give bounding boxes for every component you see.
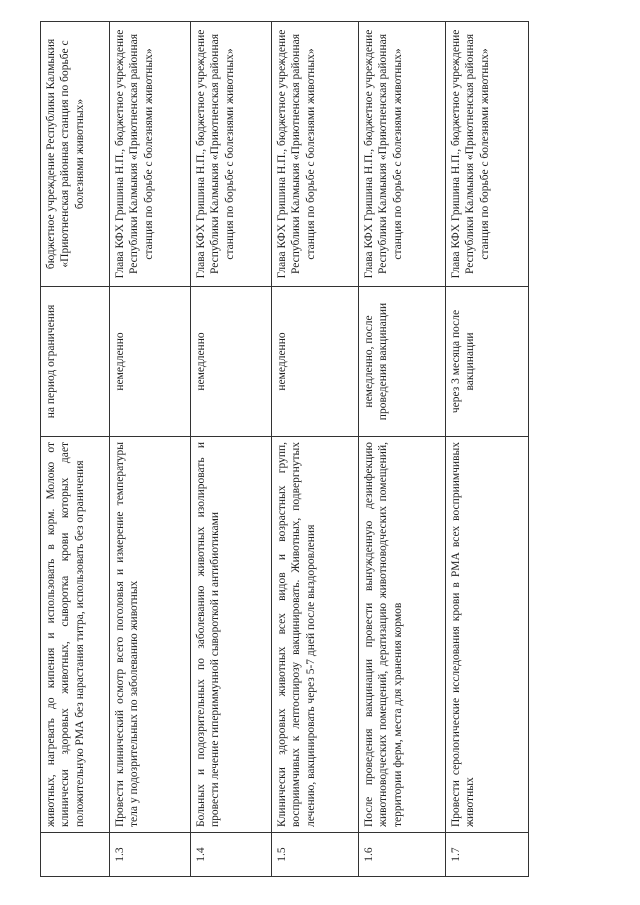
measure-description: После проведения вакцинации провести вынужденную дезинфекцию животноводческих помещений, дератизацию животноводческих помещений, территории ферм, места для хранения кормов: [359, 437, 446, 833]
measure-term: немедленно: [110, 287, 191, 437]
measure-responsible: Глава КФХ Гришина Н.П., бюджетное учреждение Республики Калмыкия «Приютненская районная станция по борьбе с болезнями животных»: [191, 22, 272, 287]
measure-description: Больных и подозрительных по заболеванию животных изолировать и провести лечение гипериммунной сывороткой и антибиотиками: [191, 437, 272, 833]
measure-description: Провести серологические исследования крови в РМА всех восприимчивых животных: [446, 437, 529, 833]
table-row: [359, 22, 446, 877]
measure-responsible: бюджетное учреждение Республики Калмыкия «Приютненская районная станция по борьбе с болезнями животных»: [41, 22, 110, 287]
measure-description: Клинически здоровых животных всех видов и возрастных групп, восприимчивых к лептоспирозу вакцинировать. Животных, подвергнутых лечению, вакцинировать через 5-7 дней после выздоровления: [272, 437, 359, 833]
table-row: [191, 22, 272, 877]
table-row: [446, 22, 529, 877]
measure-responsible: Глава КФХ Гришина Н.П., бюджетное учреждение Республики Калмыкия «Приютненская районная станция по борьбе с болезнями животных»: [359, 22, 446, 287]
measure-responsible: Глава КФХ Гришина Н.П., бюджетное учреждение Республики Калмыкия «Приютненская районная станция по борьбе с болезнями животных»: [110, 22, 191, 287]
measure-term: немедленно: [272, 287, 359, 437]
row-number: [41, 833, 110, 877]
measure-term: немедленно, после проведения вакцинации: [359, 287, 446, 437]
row-number: 1.3: [110, 833, 191, 877]
measure-responsible: Глава КФХ Гришина Н.П., бюджетное учреждение Республики Калмыкия «Приютненская районная станция по борьбе с болезнями животных»: [272, 22, 359, 287]
measure-term: через 3 месяца после вакцинации: [446, 287, 529, 437]
table-row: [41, 22, 110, 877]
table-row: [272, 22, 359, 877]
measures-table: [40, 21, 529, 877]
table-row: [110, 22, 191, 877]
row-number: 1.4: [191, 833, 272, 877]
row-number: 1.7: [446, 833, 529, 877]
measure-term: немедленно: [191, 287, 272, 437]
measure-responsible: Глава КФХ Гришина Н.П., бюджетное учреждение Республики Калмыкия «Приютненская районная станция по борьбе с болезнями животных»: [446, 22, 529, 287]
measure-description: Провести клинический осмотр всего поголовья и измерение температуры тела у подозрительных по заболеванию животных: [110, 437, 191, 833]
row-number: 1.5: [272, 833, 359, 877]
measure-description: животных, нагревать до кипения и использовать в корм. Молоко от клинически здоровых животных, сыворотка крови которых дает положительную РМА без нарастания титра, использовать без ограничения: [41, 437, 110, 833]
row-number: 1.6: [359, 833, 446, 877]
measure-term: на период ограничения: [41, 287, 110, 437]
